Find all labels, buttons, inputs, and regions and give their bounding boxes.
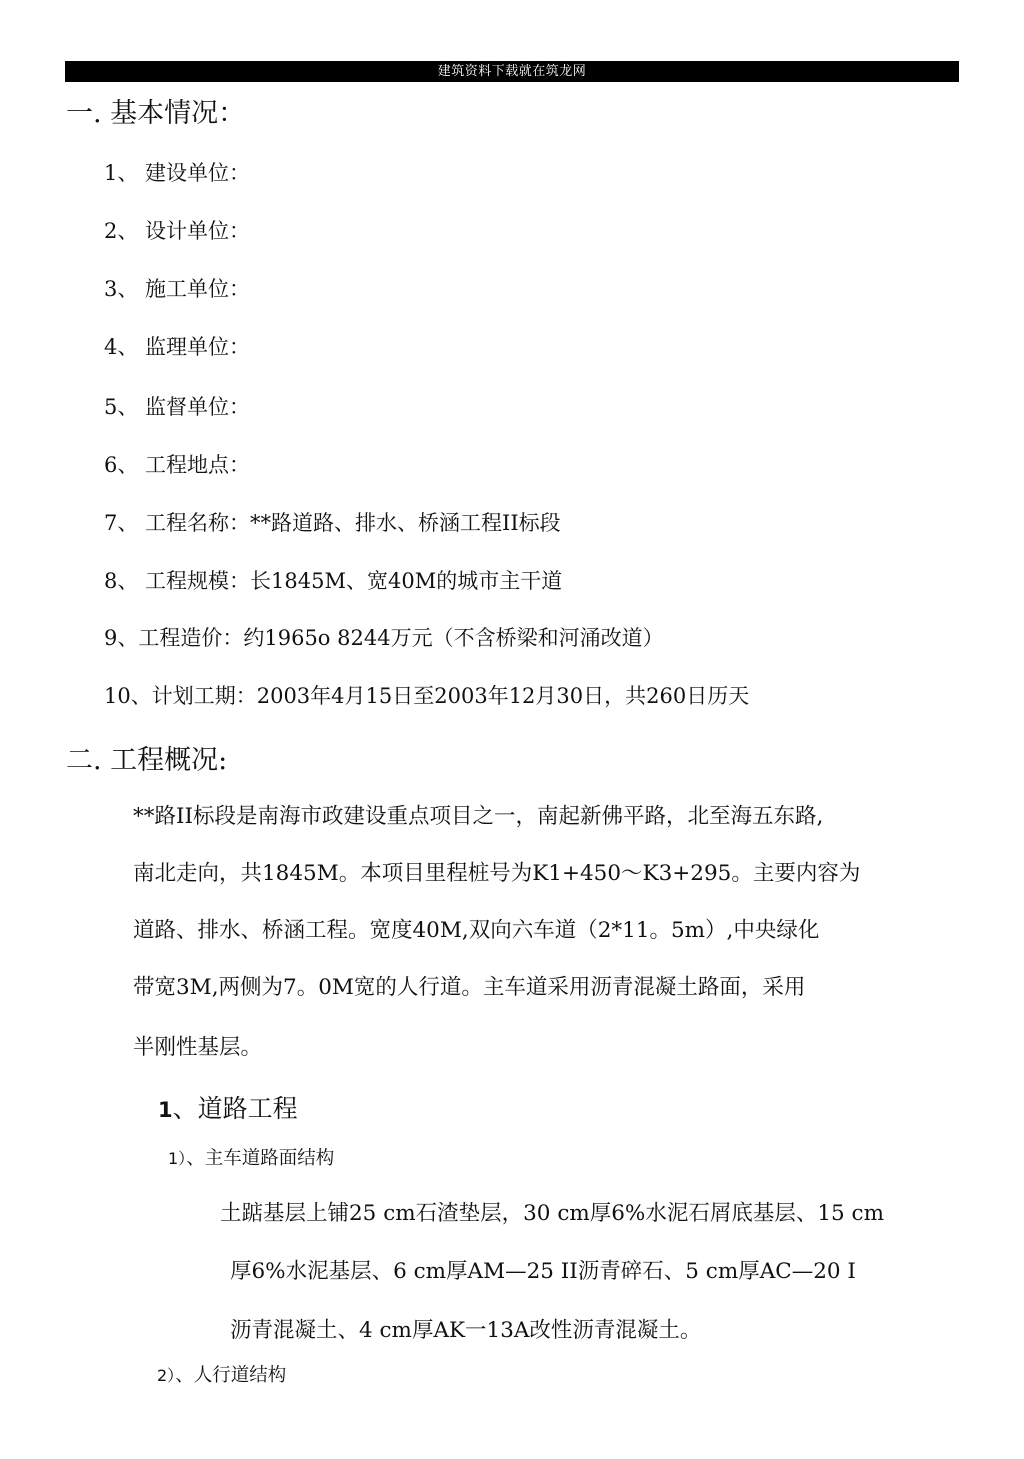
header-banner: 建筑资料下载就在筑龙网 <box>65 61 959 82</box>
info-item-contractor: 3、 施工单位： <box>104 277 251 301</box>
sub-subsection-number: 2） <box>157 1366 176 1385</box>
sub-subsection-number: 1） <box>168 1149 187 1168</box>
info-item-supervisor: 4、 监理单位： <box>104 335 251 359</box>
overview-paragraph-line: 半刚性基层。 <box>133 1035 263 1060</box>
info-item-project-scale: 8、 工程规模：长1845M、宽40M的城市主干道 <box>104 569 563 593</box>
info-item-inspector: 5、 监督单位： <box>104 395 251 419</box>
section-heading-overview: 二. 工程概况: <box>66 745 228 776</box>
overview-paragraph-line: **路II标段是南海市政建设重点项目之一，南起新佛平路，北至海五东路, <box>133 804 824 829</box>
info-item-designer: 2、 设计单位： <box>104 219 251 243</box>
subsection-heading-road-works <box>158 1096 298 1121</box>
subsection-number: 1 <box>158 1098 173 1122</box>
subsection-title: 、道路工程 <box>172 1094 298 1123</box>
info-item-project-name: 7、 工程名称：**路道路、排水、桥涵工程II标段 <box>104 511 561 535</box>
sub-subsection-title: 、人行道结构 <box>175 1365 287 1386</box>
info-item-schedule: 10、计划工期：2003年4月15日至2003年12月30日，共260日历天 <box>104 684 750 708</box>
pavement-structure-line: 厚6%水泥基层、6 cm厚AM—25 II沥青碎石、5 cm厚AC—20 I <box>230 1259 856 1284</box>
info-item-project-cost: 9、工程造价：约1965o 8244万元（不含桥梁和河涌改道） <box>104 626 664 650</box>
pavement-structure-line: 沥青混凝土、4 cm厚AK一13A改性沥青混凝土。 <box>230 1318 702 1343</box>
sub-subsection-heading-sidewalk <box>157 1367 286 1386</box>
pavement-structure-line: 土踮基层上铺25 cm石渣垫层，30 cm厚6%水泥石屑底基层、15 cm <box>220 1201 884 1226</box>
overview-paragraph-line: 带宽3M,两侧为7。0M宽的人行道。主车道采用沥青混凝土路面，采用 <box>133 975 806 1000</box>
info-item-builder: 1、 建设单位： <box>104 161 251 185</box>
sub-subsection-heading-main-lane <box>168 1150 334 1169</box>
info-item-location: 6、 工程地点： <box>104 453 251 477</box>
sub-subsection-title: 、主车道路面结构 <box>186 1148 335 1169</box>
section-heading-basic-info: 一. 基本情况： <box>66 98 246 129</box>
overview-paragraph-line: 道路、排水、桥涵工程。宽度40M,双向六车道（2*11。5m）,中央绿化 <box>133 918 820 943</box>
overview-paragraph-line: 南北走向，共1845M。本项目里程桩号为K1+450～K3+295。主要内容为 <box>133 861 861 886</box>
